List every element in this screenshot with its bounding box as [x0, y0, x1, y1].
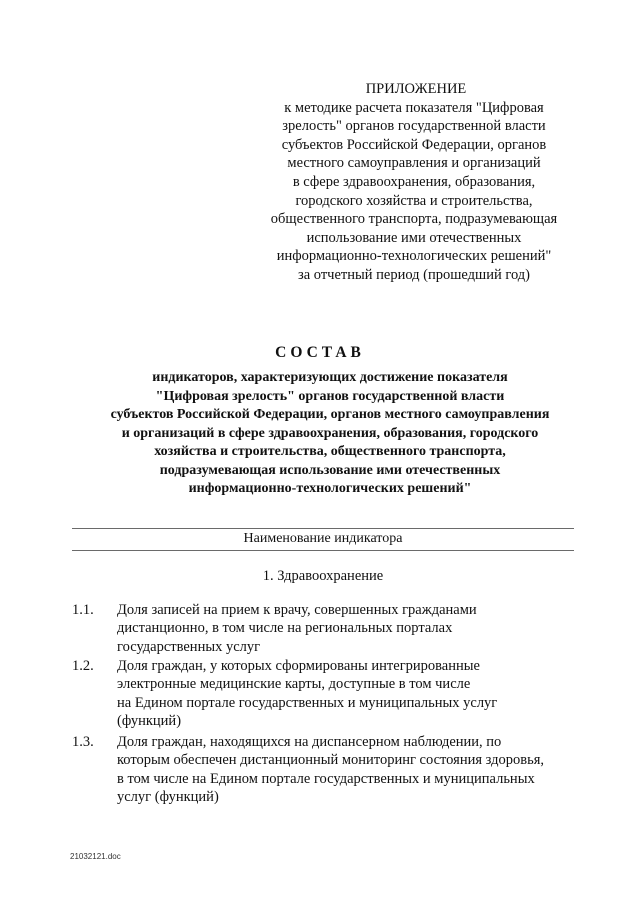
file-name-footer: 21032121.doc [70, 852, 121, 861]
appendix-line: за отчетный период (прошедший год) [298, 266, 530, 283]
table-header-rule [72, 550, 574, 551]
appendix-line: информационно-технологических решений" [276, 248, 552, 265]
table-column-header: Наименование индикатора [243, 531, 403, 546]
subheading-line: информационно-технологических решений" [188, 481, 472, 496]
indicator-text [117, 733, 574, 806]
subheading-line: "Цифровая зрелость" органов государственной власти [155, 388, 505, 404]
table-top-rule [72, 528, 574, 529]
indicator-text [117, 657, 574, 730]
subheading-line: подразумевающая использование ими отечественных [159, 462, 501, 478]
appendix-line: в сфере здравоохранения, образования, [292, 173, 536, 190]
indicator-text-line: государственных услуг [117, 638, 261, 655]
subheading-line: индикаторов, характеризующих достижение показателя [152, 370, 508, 385]
appendix-line: городского хозяйства и строительства, [295, 192, 533, 209]
appendix-line: зрелость" органов государственной власти [282, 118, 546, 135]
indicator-text-line: Доля записей на прием к врачу, совершенных гражданами [117, 602, 477, 618]
indicator-text [117, 601, 574, 656]
indicator-item [72, 733, 574, 806]
subheading-line: хозяйства и строительства, общественного транспорта, [154, 444, 506, 459]
appendix-line: использование ими отечественных [306, 229, 522, 246]
indicator-number: 1.3. [72, 734, 94, 750]
appendix-line: к методике расчета показателя "Цифровая [284, 99, 544, 116]
indicator-text-line: в том числе на Едином портале государственных и муниципальных [117, 770, 535, 787]
indicator-text-line: (функций) [117, 712, 182, 729]
appendix-line: субъектов Российской Федерации, органов [281, 136, 547, 153]
document-heading: СОСТАВ [275, 344, 365, 361]
subheading-line: субъектов Российской Федерации, органов местного самоуправления [110, 407, 550, 422]
indicator-text-line: Доля граждан, находящихся на диспансерном наблюдении, по [117, 734, 502, 750]
document-subheading [60, 369, 600, 499]
appendix-block [250, 80, 578, 285]
indicator-text-line: услуг (функций) [117, 788, 219, 805]
indicator-text-line: которым обеспечен дистанционный мониторинг состояния здоровья, [117, 752, 544, 769]
appendix-line: общественного транспорта, подразумевающая [270, 211, 558, 228]
indicator-number: 1.1. [72, 602, 94, 618]
indicator-text-line: Доля граждан, у которых сформированы интегрированные [117, 658, 480, 674]
indicator-text-line: на Едином портале государственных и муниципальных услуг [117, 694, 498, 711]
subheading-line: и организаций в сфере здравоохранения, образования, городского [121, 425, 539, 441]
appendix-line: местного самоуправления и организаций [287, 155, 541, 172]
indicator-text-line: электронные медицинские карты, доступные в том числе [117, 676, 471, 693]
section-title: 1. Здравоохранение [262, 568, 384, 584]
indicator-number: 1.2. [72, 658, 94, 674]
appendix-title: ПРИЛОЖЕНИЕ [365, 81, 467, 97]
indicator-item [72, 601, 574, 656]
indicator-text-line: дистанционно, в том числе на региональных порталах [117, 620, 453, 637]
indicator-item [72, 657, 574, 730]
